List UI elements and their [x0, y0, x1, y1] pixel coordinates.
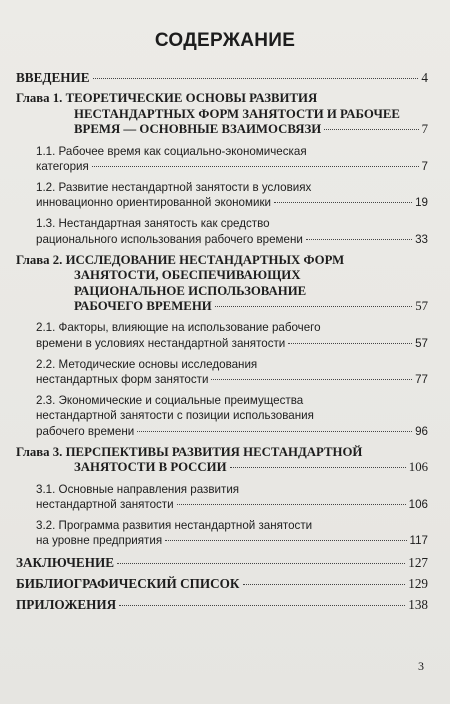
toc-line: времени в условиях нестандартной занятости — [36, 336, 286, 350]
dot-leader — [119, 605, 405, 606]
toc-line: 2.1. Факторы, влияющие на использование рабочего — [36, 321, 321, 335]
toc-page-number: 19 — [415, 196, 428, 210]
toc-line: 2.3. Экономические и социальные преимущества — [36, 394, 304, 408]
toc-entry-bibliography — [16, 576, 428, 591]
toc-label: БИБЛИОГРАФИЧЕСКИЙ СПИСОК — [16, 575, 240, 591]
dot-leader — [274, 202, 412, 203]
toc-line: нестандартной занятости с позиции использования — [36, 409, 314, 423]
toc-label: ВВЕДЕНИЕ — [16, 70, 90, 85]
toc-entry-chapter-2 — [16, 253, 428, 315]
toc-page-number: 57 — [415, 336, 428, 350]
dot-leader — [288, 343, 412, 344]
toc-line: 2.2. Методические основы исследования — [36, 357, 258, 371]
dot-leader — [230, 467, 406, 468]
toc-entry-chapter-1 — [16, 91, 428, 137]
dot-leader — [243, 584, 406, 585]
dot-leader — [137, 431, 412, 432]
dot-leader — [117, 563, 405, 564]
dot-leader — [324, 129, 418, 130]
toc-entry-1-3 — [16, 216, 428, 246]
toc-line: категория — [36, 159, 89, 173]
toc-label: ЗАКЛЮЧЕНИЕ — [16, 554, 115, 570]
page-title: СОДЕРЖАНИЕ — [154, 30, 296, 51]
page-folio: 3 — [418, 659, 424, 673]
toc-line: рабочего времени — [36, 424, 135, 438]
toc-page-number: 106 — [408, 497, 428, 511]
toc-line: РАЦИОНАЛЬНОЕ ИСПОЛЬЗОВАНИЕ — [74, 283, 307, 298]
toc-page-number: 4 — [421, 70, 428, 85]
toc-line: нестандартных форм занятости — [36, 373, 209, 387]
toc-page-number: 57 — [415, 299, 428, 314]
toc-entry-chapter-3 — [16, 445, 428, 476]
toc-line: 1.3. Нестандартная занятость как средство — [36, 217, 270, 231]
toc-page-number: 77 — [415, 373, 428, 387]
toc-page-number: 33 — [415, 232, 428, 246]
toc-entry-3-2 — [16, 518, 428, 548]
toc-line: РАБОЧЕГО ВРЕМЕНИ — [74, 299, 212, 314]
toc-line: Глава 2. ИССЛЕДОВАНИЕ НЕСТАНДАРТНЫХ ФОРМ — [16, 252, 345, 267]
toc-page-number: 7 — [421, 122, 428, 137]
toc-page-number: 127 — [408, 554, 428, 570]
toc-label: ПРИЛОЖЕНИЯ — [16, 597, 117, 613]
dot-leader — [93, 78, 419, 79]
toc-line: НЕСТАНДАРТНЫХ ФОРМ ЗАНЯТОСТИ И РАБОЧЕЕ — [74, 106, 400, 121]
toc-entry-2-2 — [16, 357, 428, 387]
toc-entry-2-3 — [16, 393, 428, 439]
toc-entry-1-1 — [16, 144, 428, 174]
toc-line: 3.2. Программа развития нестандартной занятости — [36, 519, 313, 533]
toc-line: ЗАНЯТОСТИ В РОССИИ — [74, 460, 227, 475]
toc-entry-conclusion — [16, 555, 428, 570]
dot-leader — [177, 504, 406, 505]
toc-line: ЗАНЯТОСТИ, ОБЕСПЕЧИВАЮЩИХ — [74, 268, 301, 283]
toc-entry-appendix — [16, 597, 428, 612]
toc-line: Глава 3. ПЕРСПЕКТИВЫ РАЗВИТИЯ НЕСТАНДАРТНОЙ — [16, 444, 363, 459]
toc-page-number: 96 — [415, 424, 428, 438]
toc-page-number: 138 — [408, 597, 428, 613]
toc-page-number: 106 — [408, 460, 428, 475]
toc-line: на уровне предприятия — [36, 534, 163, 548]
dot-leader — [306, 239, 412, 240]
dot-leader — [211, 379, 412, 380]
toc-line: 3.1. Основные направления развития — [36, 482, 240, 496]
toc-entry-2-1 — [16, 320, 428, 350]
toc-page-number: 129 — [408, 575, 428, 591]
table-of-contents — [16, 70, 428, 619]
toc-entry-3-1 — [16, 482, 428, 512]
toc-page-number: 117 — [409, 534, 428, 548]
toc-line: ВРЕМЯ — ОСНОВНЫЕ ВЗАИМОСВЯЗИ — [74, 122, 322, 137]
dot-leader — [165, 540, 406, 541]
toc-entry-1-2 — [16, 180, 428, 210]
toc-line: 1.2. Развитие нестандартной занятости в условиях — [36, 181, 312, 195]
toc-page-number: 7 — [421, 159, 428, 173]
toc-line: инновационно ориентированной экономики — [36, 196, 271, 210]
dot-leader — [92, 166, 419, 167]
toc-line: 1.1. Рабочее время как социально-экономическая — [36, 144, 307, 158]
toc-line: Глава 1. ТЕОРЕТИЧЕСКИЕ ОСНОВЫ РАЗВИТИЯ — [16, 91, 318, 106]
toc-entry-intro — [16, 70, 428, 85]
toc-line: нестандартной занятости — [36, 497, 174, 511]
toc-line: рационального использования рабочего времени — [36, 232, 303, 246]
dot-leader — [215, 306, 412, 307]
